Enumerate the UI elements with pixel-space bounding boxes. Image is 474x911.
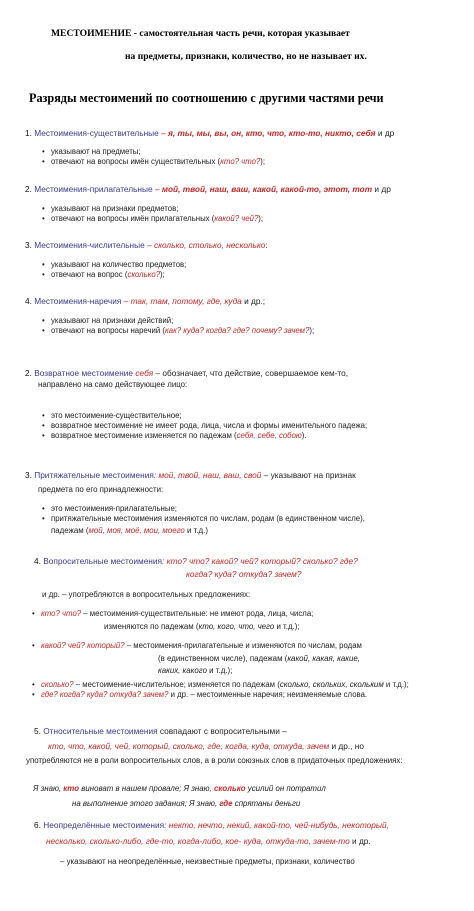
section-relative-example-1: Я знаю, кто виноват в нашем провале; Я знаю, сколько усилий он потратил [33,784,326,793]
list-item: • это местоимения-прилагательные; [42,504,365,514]
section-number: 2. [25,368,32,378]
section-relative-text: употребляются не в роли вопросительных слов, а в роли союзных слов в придаточных предложениях: [26,756,403,765]
section-interrogative-bullet-1-cont: изменяются по падежам (кто, кого, что, чего и т.д.); [104,622,300,631]
examples: так, там, потому, где, куда [130,296,242,306]
list-item: • отвечают на вопрос (сколько?); [42,270,186,280]
section-number: 4. [25,296,32,306]
section-interrogative-bullet-2 [32,641,362,651]
section-name: Относительные местоимения [43,726,158,736]
section-number: 5. [34,726,41,736]
section-possessive-heading: 3. Притяжательные местоимения: мой, твой, наш, ваш, свой – указывают на признак [25,470,356,480]
list-item: • указывают на количество предметов; [42,260,186,270]
examples: я, ты, мы, вы, он, кто, что, кто-то, никто, себя [168,128,376,138]
section-name: Местоимения-прилагательные [34,184,153,194]
section-number: 3. [25,240,32,250]
section-indefinite-heading: 6. Неопределённые местоимения: некто, нечто, некий, какой-то, чей-нибудь, некоторый, [34,820,389,830]
section-number: 2. [25,184,32,194]
section-interrogative-bullets-3-4 [32,680,409,700]
section-name: Местоимения-числительные [34,240,145,250]
section-2-heading: 2. Местоимения-прилагательные – мой, твой, наш, ваш, какой, какой-то, этот, тот и др [25,184,391,194]
section-indefinite-text: – указывают на неопределённые, неизвестные предметы, признаки, количество [60,857,355,866]
examples: себя [135,368,154,378]
section-possessive-bullets [42,504,365,524]
list-item: • это местоимение-существительное; [42,411,367,421]
list-item: • где? когда? куда? откуда? зачем? и др. – местоименные наречия; неизменяемые слова. [32,690,409,700]
section-name: Возвратное местоимение [34,368,134,378]
examples: : мой, твой, наш, ваш, свой [153,470,262,480]
section-interrogative-bullet-2-cont: (в единственном числе), падежам (какой, какая, какие, [158,654,360,663]
section-possessive-text: предмета по его принадлежности: [38,485,164,494]
list-item: • указывают на признаки действий; [42,316,314,326]
section-relative-heading: 5. Относительные местоимения совпадают с вопросительными – [34,726,287,736]
section-interrogative-text: и др. – употребляются в вопросительных предложениях: [42,590,251,599]
examples: некто, нечто, некий, какой-то, чей-нибудь, некоторый, [168,820,389,830]
list-item: • какой? чей? который? – местоимения-прилагательные и изменяются по числам, родам [32,641,362,651]
examples: : кто? что? какой? чей? который? сколько? где? [162,556,358,566]
list-item: • отвечают на вопросы наречий (как? куда? когда? где? почему? зачем?); [42,326,314,336]
examples: сколько, столько, несколько [153,240,266,250]
section-indefinite-examples: несколько, сколько-либо, где-то, когда-либо, кое- куда, откуда-то, зачем-то и др. [46,836,371,846]
section-1-heading: 1. Местоимения-существительные – я, ты, мы, вы, он, кто, что, кто-то, никто, себя и др [25,128,395,138]
section-name: Вопросительные местоимения [43,556,163,566]
section-interrogative-bullet-2-cont2: каких, какого и т.д.); [158,666,233,675]
section-2-bullets [42,204,263,224]
section-relative-examples: кто, что, какой, чей, который, сколько, где, когда, куда, откуда, зачем и др., но [48,741,364,751]
list-item: • отвечают на вопросы имён прилагательных (какой? чей?); [42,214,263,224]
section-relative-example-2: на выполнение этого задания; Я знаю, где спрятаны деньги [72,799,301,808]
list-item: • отвечают на вопросы имён существительных (кто? что?); [42,157,265,167]
section-interrogative-heading [34,556,358,566]
section-reflexive-heading: 2. Возвратное местоимение себя – обозначает, что действие, совершаемое кем-то, [25,368,349,378]
section-name: Неопределённые местоимения [43,820,165,830]
page-title: Разряды местоимений по соотношению с другими частями речи [29,91,384,105]
definition-line-1: МЕСТОИМЕНИЕ - самостоятельная часть речи, которая указывает [51,28,350,39]
list-item: • притяжательные местоимения изменяются по числам, родам (в единственном числе), [42,514,365,524]
section-3-bullets [42,260,186,280]
list-item: • возвратное местоимение не имеет рода, лица, числа и формы именительного падежа; [42,421,367,431]
section-name: Местоимения-существительные [34,128,159,138]
section-4-bullets [42,316,314,336]
section-1-bullets [42,147,265,167]
section-3-heading: 3. Местоимения-числительные – сколько, столько, несколько: [25,240,268,250]
list-item: • сколько? – местоимение-числительное; изменяется по падежам (сколько, скольких, скольким и т.д.); [32,680,409,690]
list-item: • указывают на признаки предметов; [42,204,263,214]
section-reflexive-bullets [42,411,367,441]
list-item: • кто? что? – местоимения-существительные: не имеют рода, лица, числа; [32,609,313,619]
section-name: Притяжательные местоимения [34,470,154,480]
section-number: 6. [34,820,41,830]
section-name: Местоимения-наречия [34,296,122,306]
section-4-heading: 4. Местоимения-наречия – так, там, потому, где, куда и др.; [25,296,266,306]
section-number: 1. [25,128,32,138]
list-item: • указывают на предметы; [42,147,265,157]
section-interrogative-examples: когда? куда? откуда? зачем? [186,569,302,579]
list-item: • возвратное местоимение изменяется по падежам (себя, себе, собою). [42,431,367,441]
section-number: 3. [25,470,32,480]
section-reflexive-text: направлено на само действующее лицо: [38,380,188,389]
definition-line-2: на предметы, признаки, количество, но не называет их. [125,51,367,62]
examples: мой, твой, наш, ваш, какой, какой-то, этот, тот [161,184,373,194]
section-interrogative-bullet-1 [32,609,313,619]
section-possessive-cont: падежам (мой, моя, моё, мои, моего и т.д.) [51,526,208,535]
section-number: 4. [34,556,41,566]
